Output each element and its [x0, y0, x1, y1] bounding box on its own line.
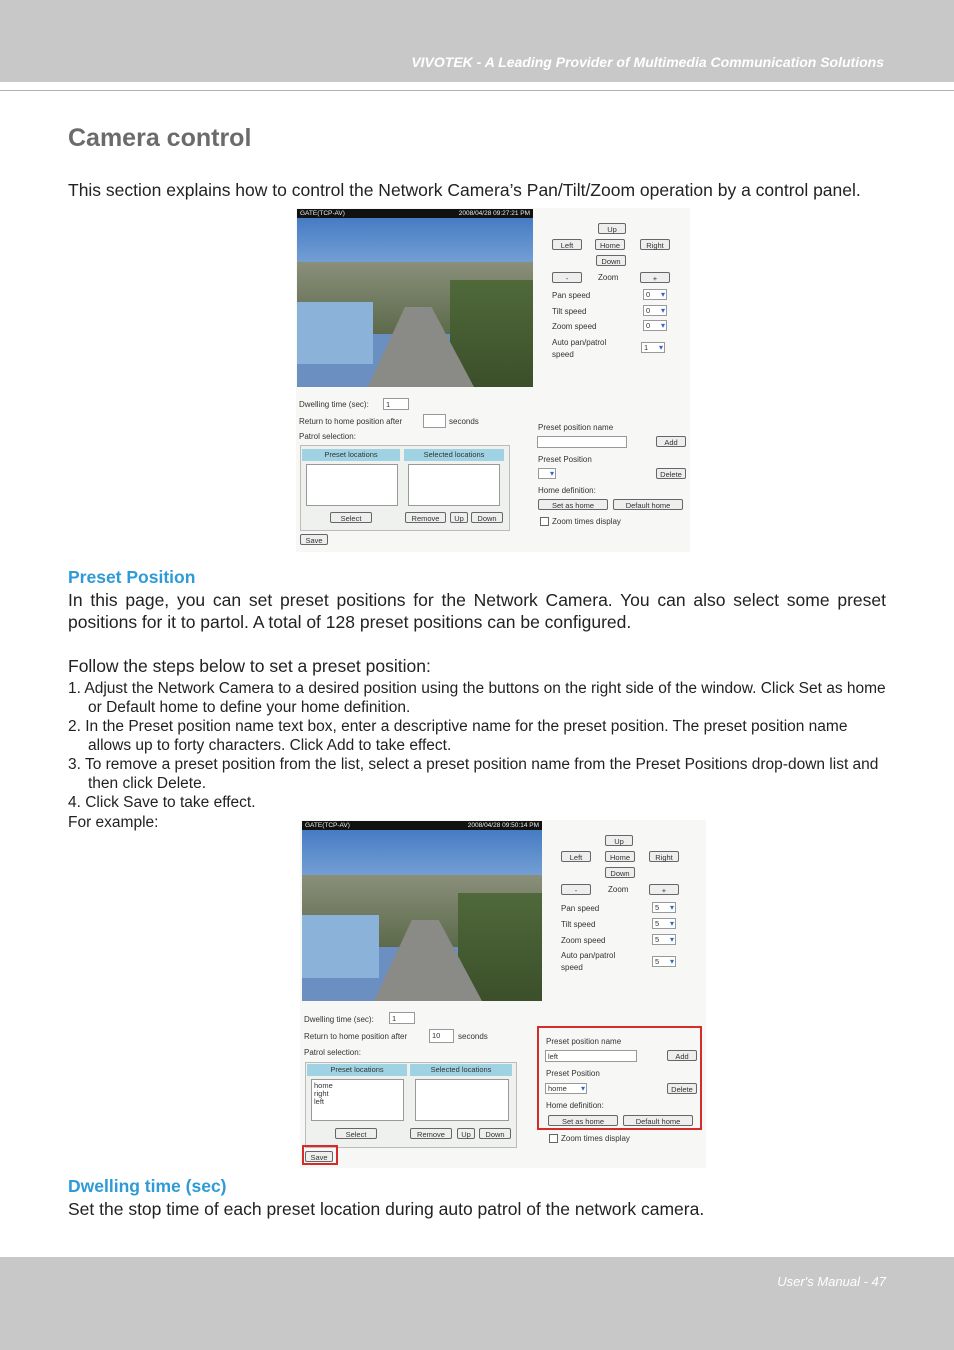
return-home-label: Return to home position after	[299, 417, 403, 426]
return-home-input[interactable]: 10	[429, 1029, 454, 1043]
osd-name: GATE(TCP-AV)	[300, 210, 345, 217]
remove-button[interactable]: Remove	[405, 512, 446, 523]
zoom-label: Zoom	[608, 885, 629, 894]
preset-position-select[interactable]	[538, 468, 556, 479]
follow-steps-text: Follow the steps below to set a preset position:	[68, 656, 431, 676]
zoom-times-checkbox[interactable]	[549, 1134, 558, 1143]
list-item[interactable]: right	[314, 1089, 329, 1098]
tilt-speed-select[interactable]: 0 ▾	[643, 305, 667, 316]
add-button[interactable]: Add	[667, 1050, 697, 1061]
save-button[interactable]: Save	[305, 1151, 333, 1162]
page-title: Camera control	[68, 124, 252, 152]
list-item[interactable]: home	[314, 1081, 333, 1090]
home-definition-label: Home definition:	[538, 486, 596, 495]
zoom-times-checkbox[interactable]	[540, 517, 549, 526]
down-button[interactable]: Down	[605, 867, 635, 878]
dwelling-heading: Dwelling time (sec)	[68, 1176, 227, 1196]
for-example-label: For example:	[68, 814, 159, 831]
pan-speed-label: Pan speed	[552, 291, 591, 300]
preset-locations-header: Preset locations	[302, 449, 400, 461]
dwelling-label: Dwelling time (sec):	[304, 1015, 374, 1024]
dwelling-input[interactable]: 1	[389, 1012, 415, 1024]
auto-speed-label-1: Auto pan/patrol	[552, 338, 607, 347]
footer-bar	[0, 1257, 954, 1350]
save-highlight	[302, 1145, 338, 1165]
selected-locations-list[interactable]	[415, 1079, 509, 1121]
zoom-in-button[interactable]: +	[640, 272, 670, 283]
selected-locations-header: Selected locations	[410, 1064, 512, 1076]
default-home-button[interactable]: Default home	[623, 1115, 693, 1126]
video-view	[297, 209, 533, 387]
add-button[interactable]: Add	[656, 436, 686, 447]
right-button[interactable]: Right	[649, 851, 679, 862]
set-as-home-button[interactable]: Set as home	[538, 499, 608, 510]
step-1: 1. Adjust the Network Camera to a desired position using the buttons on the right side of the window. Click Set as home or Default home to define your home definition.	[68, 680, 886, 716]
down-button[interactable]: Down	[596, 255, 626, 266]
preset-position-label: Preset Position	[538, 455, 592, 464]
preset-heading: Preset Position	[68, 567, 196, 587]
home-button[interactable]: Home	[605, 851, 635, 862]
video-view-example	[302, 821, 542, 1001]
auto-speed-label-2: speed	[561, 963, 583, 972]
patrol-selection-label: Patrol selection:	[304, 1048, 361, 1057]
pan-speed-select[interactable]: 5 ▾	[652, 902, 676, 913]
preset-position-label: Preset Position	[546, 1069, 600, 1078]
zoom-label: Zoom	[598, 273, 619, 282]
auto-speed-label-1: Auto pan/patrol	[561, 951, 616, 960]
auto-speed-select[interactable]: 1 ▾	[641, 342, 665, 353]
osd-timestamp: 2008/04/28 09:50:14 PM	[467, 822, 539, 829]
zoom-out-button[interactable]: -	[552, 272, 582, 283]
step-2: 2. In the Preset position name text box, enter a descriptive name for the preset position. The preset position name allows up to forty characters. Click Add to take effect.	[68, 718, 848, 754]
preset-name-label: Preset position name	[538, 423, 614, 432]
patrol-down-button[interactable]: Down	[479, 1128, 511, 1139]
screenshot-example	[300, 820, 706, 1168]
left-button[interactable]: Left	[561, 851, 591, 862]
preset-position-select[interactable]: home ▾	[545, 1083, 587, 1094]
dwelling-input[interactable]: 1	[383, 398, 409, 410]
zoom-speed-label: Zoom speed	[561, 936, 606, 945]
zoom-times-label: Zoom times display	[561, 1134, 630, 1143]
zoom-times-label: Zoom times display	[552, 517, 621, 526]
preset-locations-header: Preset locations	[307, 1064, 407, 1076]
preset-name-input[interactable]	[537, 436, 627, 448]
select-button[interactable]: Select	[335, 1128, 377, 1139]
step-3: 3. To remove a preset position from the list, select a preset position name from the Preset Positions drop-down list and then click Delete.	[68, 756, 879, 792]
patrol-up-button[interactable]: Up	[457, 1128, 475, 1139]
home-definition-label: Home definition:	[546, 1101, 604, 1110]
zoom-out-button[interactable]: -	[561, 884, 591, 895]
delete-button[interactable]: Delete	[667, 1083, 697, 1094]
header-divider	[0, 90, 954, 91]
selected-locations-list[interactable]	[408, 464, 500, 506]
patrol-down-button[interactable]: Down	[471, 512, 503, 523]
intro-paragraph: This section explains how to control the Network Camera’s Pan/Tilt/Zoom operation by a control panel.	[68, 180, 861, 200]
dwelling-paragraph: Set the stop time of each preset location during auto patrol of the network camera.	[68, 1199, 705, 1219]
preset-name-label: Preset position name	[546, 1037, 622, 1046]
remove-button[interactable]: Remove	[410, 1128, 452, 1139]
zoom-speed-select[interactable]: 5 ▾	[652, 934, 676, 945]
set-as-home-button[interactable]: Set as home	[548, 1115, 618, 1126]
patrol-up-button[interactable]: Up	[450, 512, 468, 523]
steps-list	[68, 679, 888, 812]
tilt-speed-label: Tilt speed	[552, 307, 587, 316]
tilt-speed-select[interactable]: 5 ▾	[652, 918, 676, 929]
osd-timestamp: 2008/04/28 09:27:21 PM	[458, 210, 530, 217]
return-home-input[interactable]	[423, 414, 446, 428]
preset-locations-list[interactable]	[306, 464, 398, 506]
select-button[interactable]: Select	[330, 512, 372, 523]
selected-locations-header: Selected locations	[404, 449, 504, 461]
header-bar	[0, 0, 954, 82]
right-button[interactable]: Right	[640, 239, 670, 250]
auto-speed-label-2: speed	[552, 350, 574, 359]
tilt-speed-label: Tilt speed	[561, 920, 596, 929]
osd-name: GATE(TCP-AV)	[305, 822, 350, 829]
screenshot-control-panel	[296, 208, 690, 552]
zoom-speed-label: Zoom speed	[552, 322, 597, 331]
page-number: User's Manual - 47	[777, 1274, 886, 1289]
preset-highlight	[537, 1026, 702, 1130]
header-tagline: VIVOTEK - A Leading Provider of Multimedia Communication Solutions	[411, 54, 884, 70]
seconds-label: seconds	[458, 1032, 488, 1041]
pan-speed-label: Pan speed	[561, 904, 600, 913]
dwelling-label: Dwelling time (sec):	[299, 400, 369, 409]
return-home-label: Return to home position after	[304, 1032, 408, 1041]
auto-speed-select[interactable]: 5 ▾	[652, 956, 676, 967]
default-home-button[interactable]: Default home	[613, 499, 683, 510]
zoom-in-button[interactable]: +	[649, 884, 679, 895]
seconds-label: seconds	[449, 417, 479, 426]
list-item[interactable]: left	[314, 1097, 325, 1106]
home-button[interactable]: Home	[595, 239, 625, 250]
up-button[interactable]: Up	[598, 223, 626, 234]
patrol-selection-label: Patrol selection:	[299, 432, 356, 441]
delete-button[interactable]: Delete	[656, 468, 686, 479]
zoom-speed-select[interactable]: 0 ▾	[643, 320, 667, 331]
save-button[interactable]: Save	[300, 534, 328, 545]
up-button[interactable]: Up	[605, 835, 633, 846]
preset-locations-list[interactable]	[311, 1079, 404, 1121]
left-button[interactable]: Left	[552, 239, 582, 250]
preset-paragraph: In this page, you can set preset positions for the Network Camera. You can also select some preset positions for it to partol. A total of 128 preset positions can be configured.	[68, 590, 886, 632]
pan-speed-select[interactable]: 0 ▾	[643, 289, 667, 300]
preset-name-input[interactable]: left	[545, 1050, 637, 1062]
step-4: 4. Click Save to take effect.	[68, 794, 256, 811]
